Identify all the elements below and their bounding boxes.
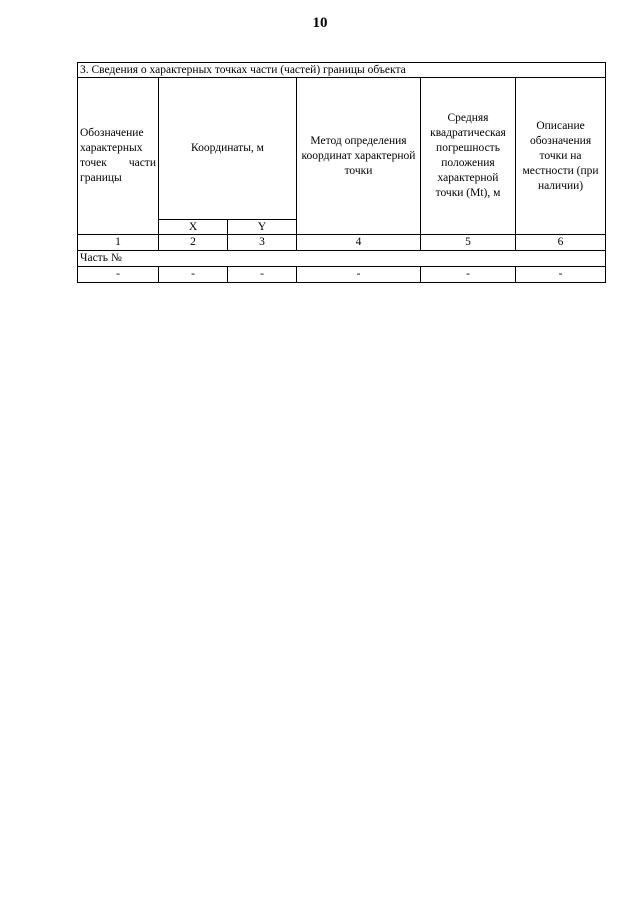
- column-number: 5: [421, 235, 516, 251]
- section-title: 3. Сведения о характерных точках части (частей) границы объекта: [78, 63, 606, 78]
- table-cell: -: [297, 267, 421, 283]
- part-row: [78, 251, 606, 267]
- table-cell: -: [228, 267, 297, 283]
- header-accuracy: Средняя квадратическая погрешность положения характерной точки (Mt), м: [421, 78, 516, 235]
- header-coordinates: Координаты, м: [159, 78, 297, 220]
- column-number: 6: [516, 235, 606, 251]
- table-cell: -: [421, 267, 516, 283]
- column-number: 3: [228, 235, 297, 251]
- section-title-row: [78, 63, 606, 78]
- boundary-points-table: [77, 62, 606, 283]
- header-method: Метод определения координат характерной точки: [297, 78, 421, 235]
- column-number: 2: [159, 235, 228, 251]
- column-number: 1: [78, 235, 159, 251]
- column-numbers-row: [78, 235, 606, 251]
- table-cell: -: [78, 267, 159, 283]
- part-label: Часть №: [78, 251, 606, 267]
- header-designation: Обозначение характерных точек части границы: [78, 78, 159, 235]
- table-header-row: [78, 78, 606, 220]
- page-number: 10: [312, 15, 328, 31]
- header-description: Описание обозначения точки на местности (при наличии): [516, 78, 606, 235]
- header-x: X: [159, 220, 228, 235]
- header-y: Y: [228, 220, 297, 235]
- table-cell: -: [159, 267, 228, 283]
- table-row: [78, 267, 606, 283]
- column-number: 4: [297, 235, 421, 251]
- table-cell: -: [516, 267, 606, 283]
